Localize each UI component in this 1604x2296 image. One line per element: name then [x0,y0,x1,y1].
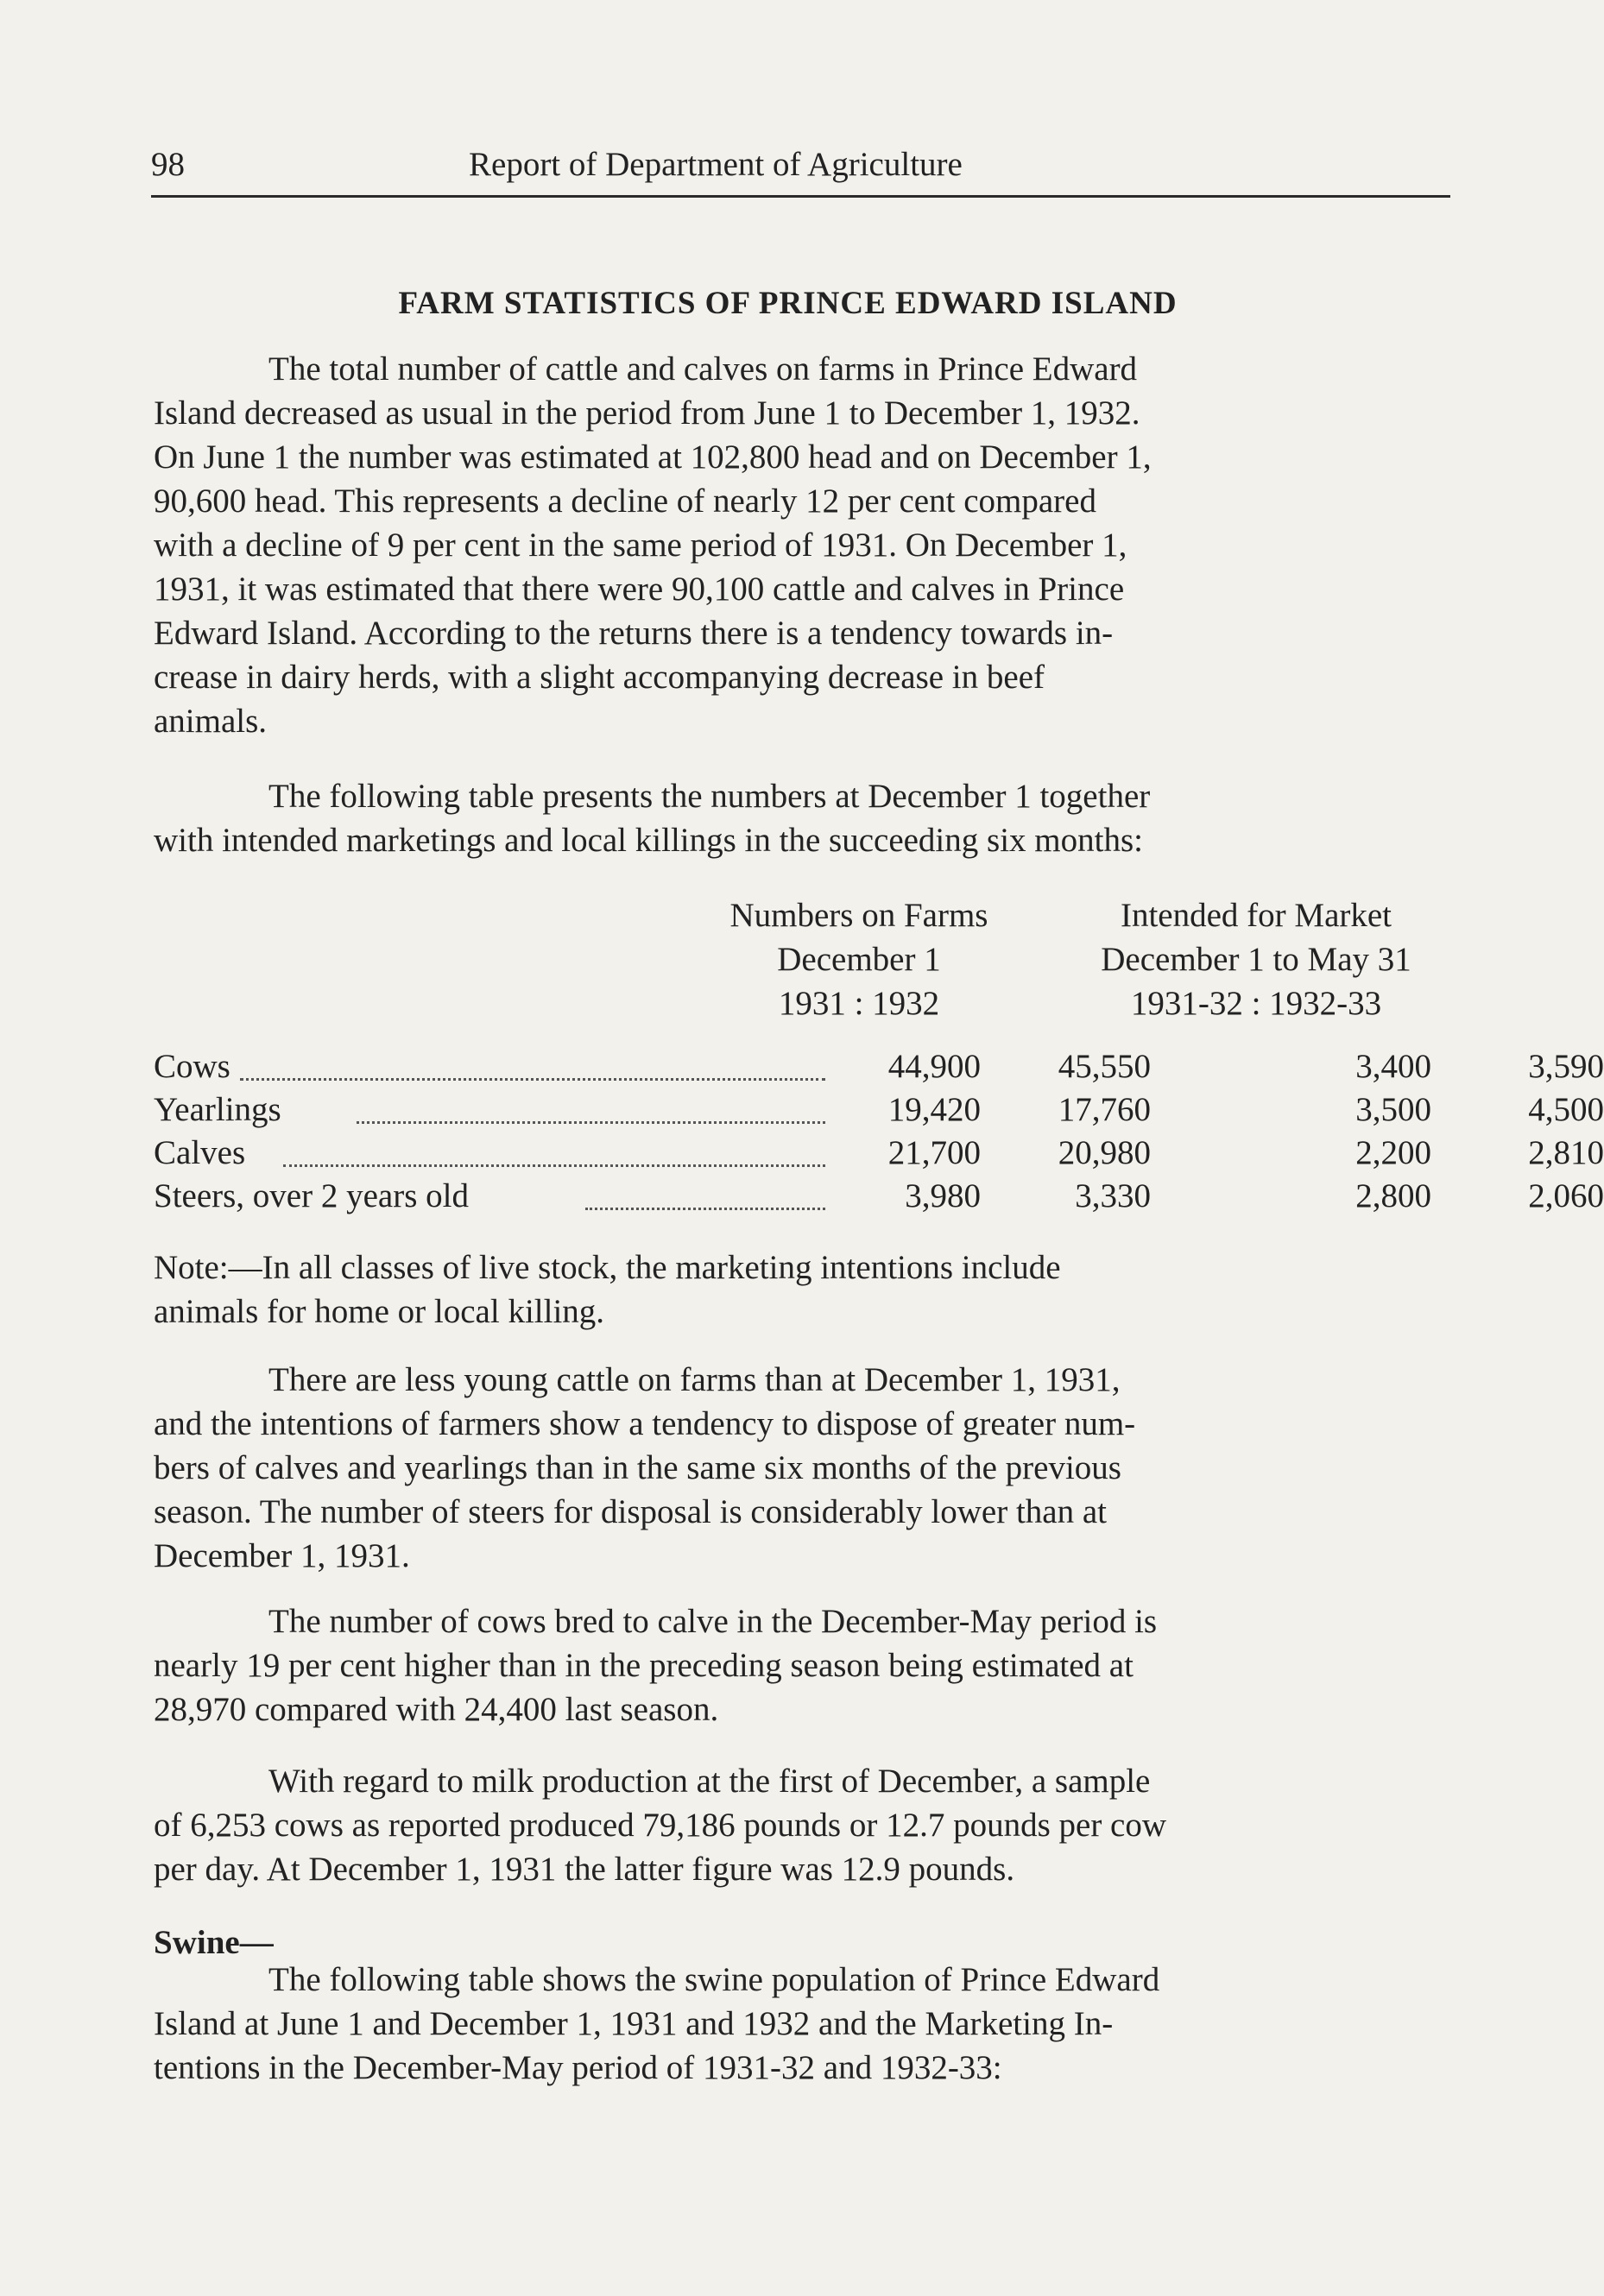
leader-dots [357,1121,825,1124]
cell-market-1932-33: 3,590 [1528,1048,1604,1085]
para-line: With regard to milk production at the first of December, a sample [268,1763,1151,1800]
para-line: with intended marketings and local killings in the succeeding six months: [154,822,1143,859]
para-line: On June 1 the number was estimated at 102,800 head and on December 1, [154,438,1152,476]
para-line: per day. At December 1, 1931 the latter figure was 12.9 pounds. [154,1851,1015,1888]
cell-market-1932-33: 2,810 [1528,1134,1604,1171]
group-years: 1931 : 1932 [778,985,940,1022]
cell-farms-1932: 3,330 [1075,1177,1151,1214]
leader-dots [283,1164,825,1167]
para-line: 90,600 head. This represents a decline of nearly 12 per cent compared [154,483,1096,520]
para-line: The following table presents the numbers at December 1 together [268,778,1151,815]
para-line: with a decline of 9 per cent in the same period of 1931. On December 1, [154,527,1127,564]
para-line: crease in dairy herds, with a slight accompanying decrease in beef [154,659,1045,696]
para-line: of 6,253 cows as reported produced 79,186 pounds or 12.7 pounds per cow [154,1807,1167,1844]
note-line: Note:—In all classes of live stock, the marketing intentions include [154,1249,1061,1286]
para-line: 1931, it was estimated that there were 90,100 cattle and calves in Prince [154,571,1125,608]
running-title: Report of Department of Agriculture [469,146,963,183]
leader-dots [240,1078,825,1081]
para-line: bers of calves and yearlings than in the same six months of the previous [154,1449,1121,1486]
note-line: animals for home or local killing. [154,1293,605,1330]
cell-farms-1931: 19,420 [887,1091,981,1128]
row-label: Calves [154,1134,246,1171]
cell-farms-1932: 20,980 [1058,1134,1151,1171]
group-heading: Intended for Market [1120,897,1392,934]
paragraph-young-cattle [154,1358,1446,1578]
para-line: The total number of cattle and calves on farms in Prince Edward [268,350,1138,388]
swine-heading: Swine— [154,1924,274,1961]
row-label: Steers, over 2 years old [154,1177,469,1214]
cell-market-1932-33: 4,500 [1528,1091,1604,1128]
cell-farms-1931: 44,900 [887,1048,981,1085]
row-label: Yearlings [154,1091,281,1128]
para-line: animals. [154,703,268,740]
para-line: Edward Island. According to the returns there is a tendency towards in- [154,615,1114,652]
para-line: Island decreased as usual in the period from June 1 to December 1, 1932. [154,394,1140,432]
table-row [154,1133,1604,1177]
group-subheading: December 1 [777,941,941,978]
para-line: tentions in the December-May period of 1931-32 and 1932-33: [154,2049,1002,2086]
cell-farms-1931: 21,700 [887,1134,981,1171]
para-line: December 1, 1931. [154,1537,410,1574]
para-line: Island at June 1 and December 1, 1931 and 1932 and the Marketing In- [154,2005,1114,2042]
table-note [154,1246,1446,1334]
paragraph-table-intro [154,774,1446,862]
para-line: The following table shows the swine population of Prince Edward [268,1961,1160,1998]
table-row [154,1176,1604,1221]
group-subheading: December 1 to May 31 [1101,941,1411,978]
para-line: nearly 19 per cent higher than in the preceding season being estimated at [154,1647,1134,1684]
header-rule [151,195,1450,198]
para-line: and the intentions of farmers show a tendency to dispose of greater num- [154,1405,1136,1442]
row-label: Cows [154,1048,230,1085]
paragraph-cattle-totals [154,347,1446,743]
cell-market-1931-32: 3,500 [1355,1091,1431,1128]
para-line: There are less young cattle on farms than at December 1, 1931, [268,1361,1121,1398]
para-line: The number of cows bred to calve in the December-May period is [268,1603,1158,1640]
paragraph-cows-bred [154,1599,1446,1731]
page-number: 98 [151,146,185,183]
cell-farms-1931: 3,980 [905,1177,981,1214]
paragraph-milk-production [154,1759,1446,1891]
para-line: 28,970 compared with 24,400 last season. [154,1691,719,1728]
cell-farms-1932: 45,550 [1058,1048,1151,1085]
group-years: 1931-32 : 1932-33 [1130,985,1382,1022]
para-line: season. The number of steers for disposal is considerably lower than at [154,1493,1107,1530]
cell-market-1931-32: 2,800 [1355,1177,1431,1214]
cell-farms-1932: 17,760 [1058,1091,1151,1128]
column-group-intended-for-market [1062,893,1450,1025]
cell-market-1932-33: 2,060 [1528,1177,1604,1214]
leader-dots [585,1208,825,1210]
paragraph-swine-intro [154,1958,1446,2090]
column-group-numbers-on-farms [682,893,1036,1025]
section-title: FARM STATISTICS OF PRINCE EDWARD ISLAND [398,286,1178,321]
table-row [154,1090,1604,1134]
cell-market-1931-32: 3,400 [1355,1048,1431,1085]
page-header [151,145,1446,197]
group-heading: Numbers on Farms [729,897,988,934]
cell-market-1931-32: 2,200 [1355,1134,1431,1171]
table-row [154,1047,1604,1091]
